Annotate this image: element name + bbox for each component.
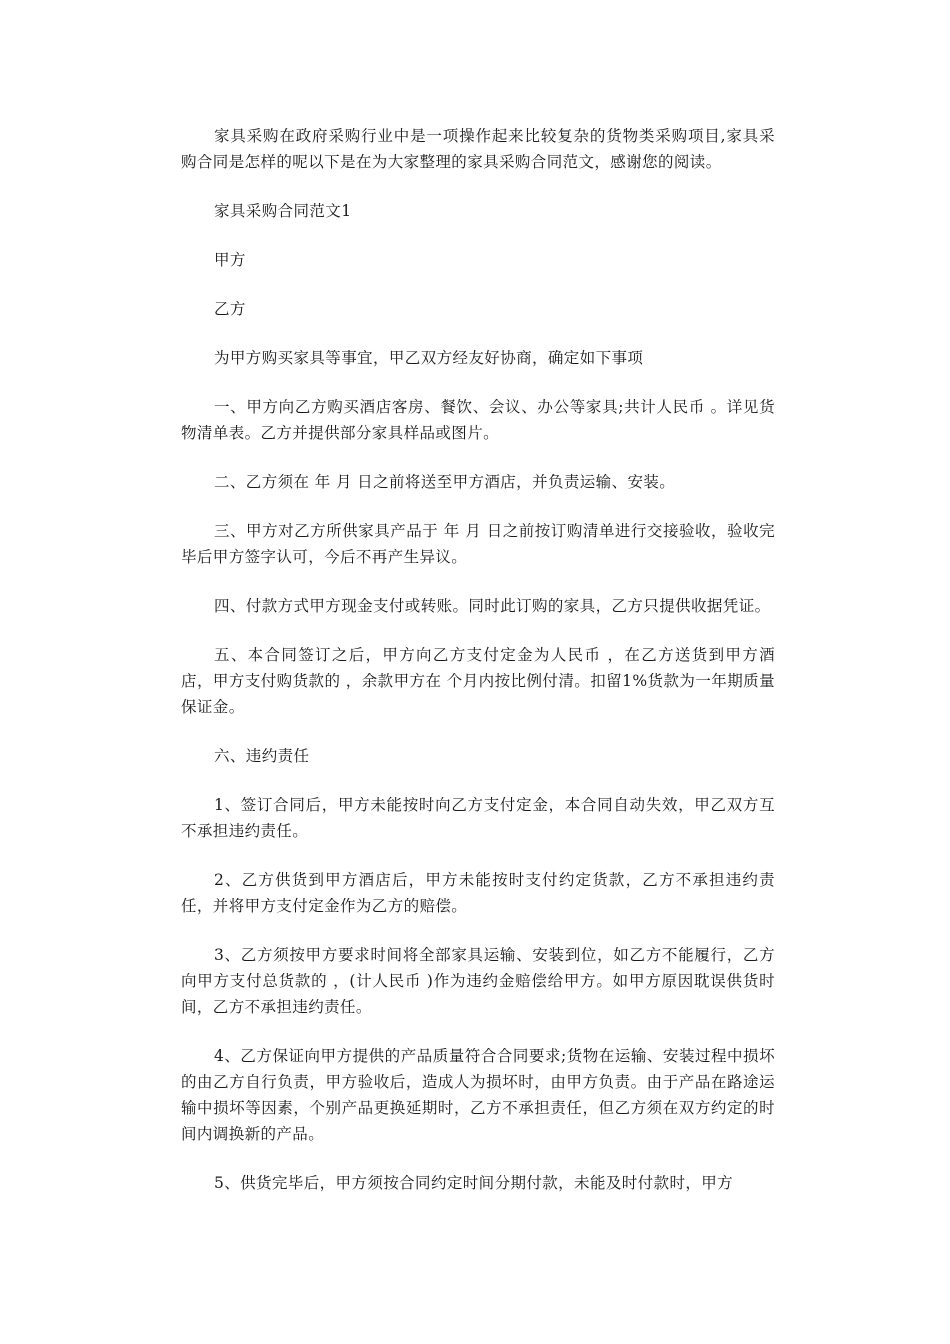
section-title: 家具采购合同范文1: [214, 202, 352, 220]
clause-6-heading: 六、违约责任: [214, 747, 310, 765]
clause-5: 五、本合同签订之后，甲方向乙方支付定金为人民币 ，在乙方送货到甲方酒店，甲方支付购货款的 ，余款甲方在 个月内按比例付清。扣留1%货款为一年期质量保证金。: [181, 646, 775, 716]
clause-2: 二、乙方须在 年 月 日之前将送至甲方酒店，并负责运输、安装。: [214, 473, 676, 491]
document-page: [181, 123, 775, 1219]
liability-item-1: 1、签订合同后，甲方未能按时向乙方支付定金，本合同自动失效，甲乙双方互不承担违约责任。: [181, 796, 775, 840]
liability-item-4: 4、乙方保证向甲方提供的产品质量符合合同要求;货物在运输、安装过程中损坏的由乙方自行负责，甲方验收后，造成人为损坏时，由甲方负责。由于产品在路途运输中损坏等因素，个别产品更换延期时，乙方不承担责任，但乙方须在双方约定的时间内调换新的产品。: [181, 1047, 775, 1143]
party-a-label: 甲方: [214, 251, 246, 269]
preamble-paragraph: 为甲方购买家具等事宜，甲乙双方经友好协商，确定如下事项: [214, 349, 644, 367]
liability-item-5: 5、供货完毕后，甲方须按合同约定时间分期付款，未能及时付款时，甲方: [214, 1174, 734, 1192]
party-b-label: 乙方: [214, 300, 246, 318]
clause-4: 四、付款方式甲方现金支付或转账。同时此订购的家具，乙方只提供收据凭证。: [214, 597, 771, 615]
clause-3: 三、甲方对乙方所供家具产品于 年 月 日之前按订购清单进行交接验收，验收完毕后甲方签字认可，今后不再产生异议。: [181, 522, 775, 566]
clause-1: 一、甲方向乙方购买酒店客房、餐饮、会议、办公等家具;共计人民币 。详见货物清单表。乙方并提供部分家具样品或图片。: [181, 398, 775, 442]
intro-paragraph: 家具采购在政府采购行业中是一项操作起来比较复杂的货物类采购项目,家具采购合同是怎样的呢以下是在为大家整理的家具采购合同范文，感谢您的阅读。: [181, 127, 775, 171]
liability-item-2: 2、乙方供货到甲方酒店后，甲方未能按时支付约定货款，乙方不承担违约责任，并将甲方支付定金作为乙方的赔偿。: [181, 871, 775, 915]
liability-item-3: 3、乙方须按甲方要求时间将全部家具运输、安装到位，如乙方不能履行，乙方向甲方支付总货款的 ，(计人民币 )作为违约金赔偿给甲方。如甲方原因耽误供货时间，乙方不承担违约责任。: [181, 946, 775, 1016]
